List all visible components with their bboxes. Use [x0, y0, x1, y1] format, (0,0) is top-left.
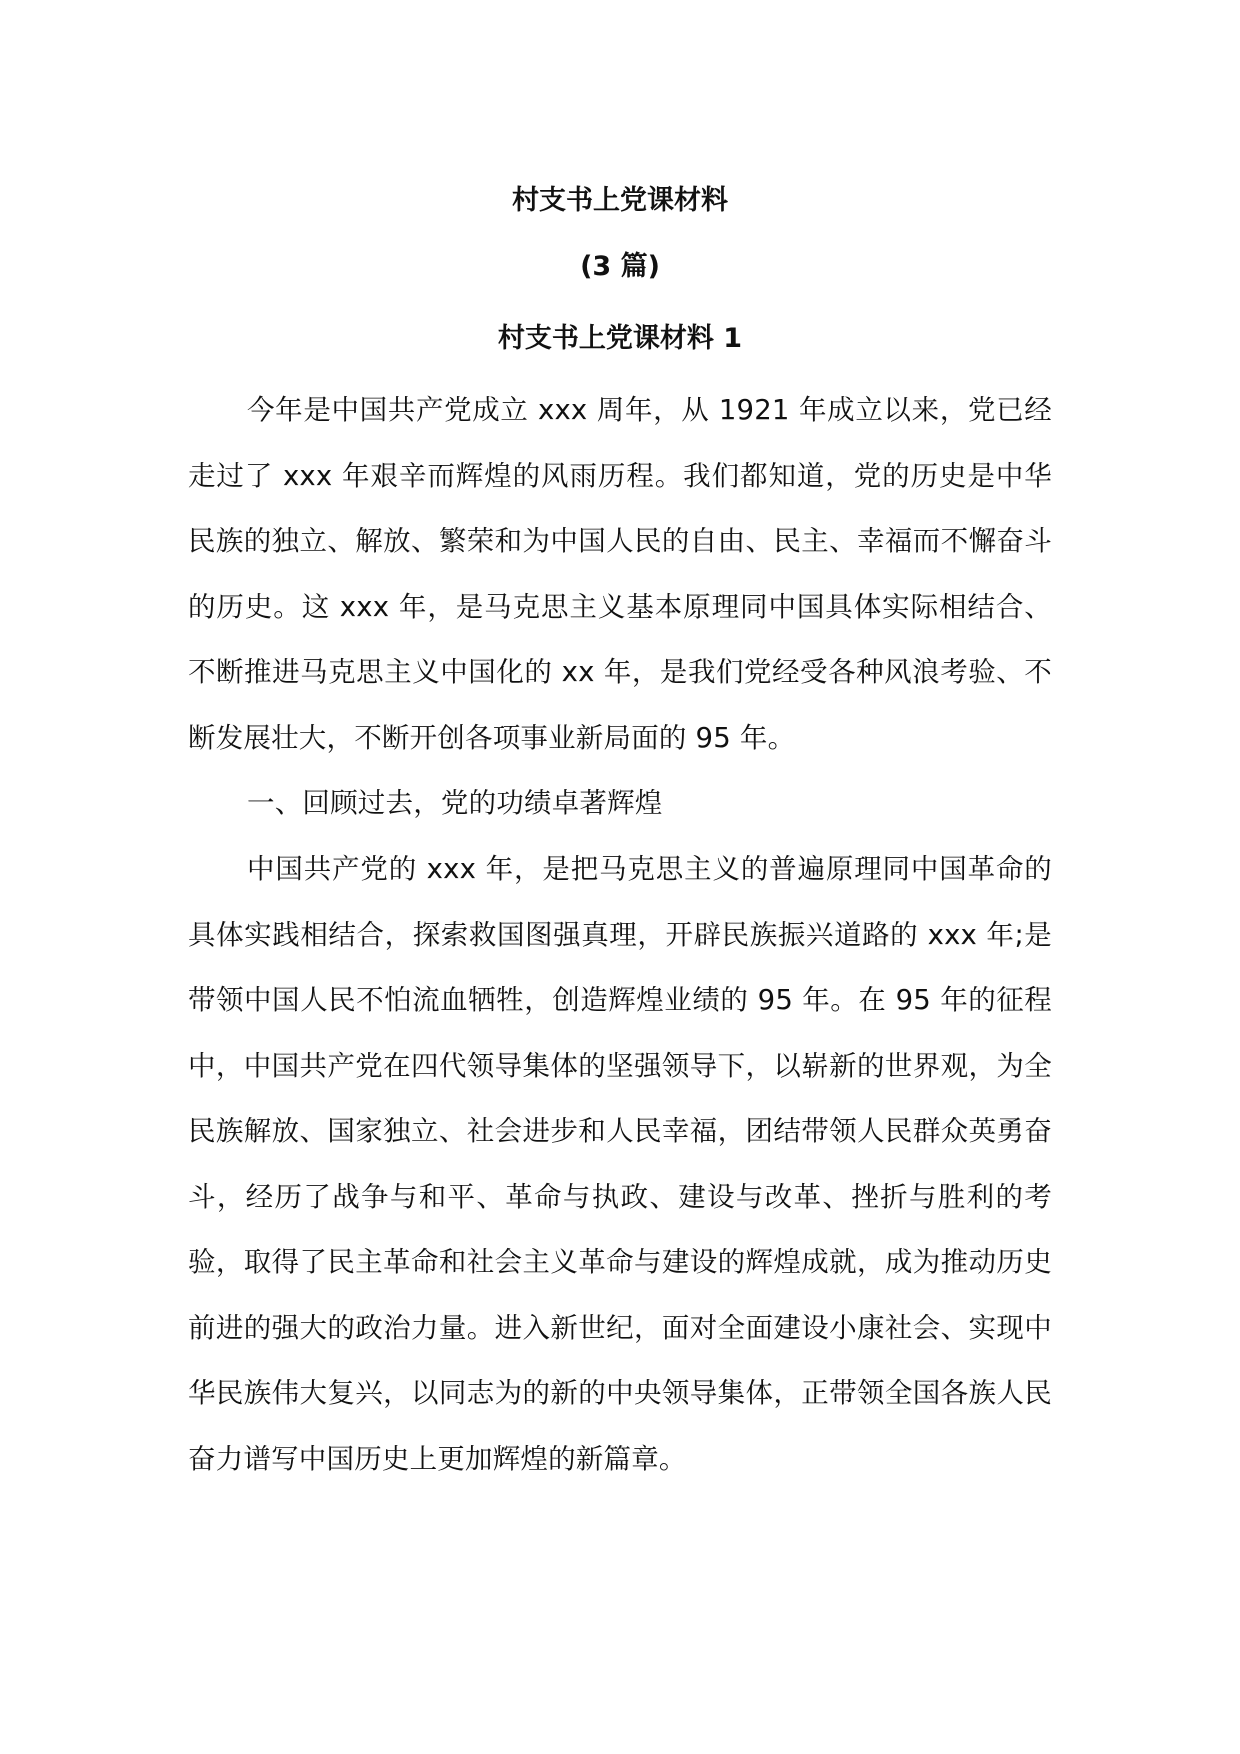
- section-heading: 一、回顾过去，党的功绩卓著辉煌: [247, 787, 663, 819]
- document-subtitle: (3 篇): [580, 251, 660, 282]
- body-paragraph: 中国共产党的 xxx 年，是把马克思主义的普遍原理同中国革命的具体实践相结合，探索救国图强真理，开辟民族振兴道路的 xxx 年;是带领中国人民不怕流血牺牲，创造辉煌业绩的 95 年。在 95 年的征程中，中国共产党在四代领导集体的坚强领导下，以崭新的世界观，为全民族解放、国家独立、社会进步和人民幸福，团结带领人民群众英勇奋斗，经历了战争与和平、革命与执政、建设与改革、挫折与胜利的考验，取得了民主革命和社会主义革命与建设的辉煌成就，成为推动历史前进的强大的政治力量。进入新世纪，面对全面建设小康社会、实现中华民族伟大复兴，以同志为的新的中央领导集体，正带领全国各族人民奋力谱写中国历史上更加辉煌的新篇章。: [188, 853, 1052, 1475]
- section-title: 村支书上党课材料 1: [497, 323, 743, 354]
- body-paragraph: 今年是中国共产党成立 xxx 周年，从 1921 年成立以来，党已经走过了 xxx 年艰辛而辉煌的风雨历程。我们都知道，党的历史是中华民族的独立、解放、繁荣和为中国人民的自由、民主、幸福而不懈奋斗的历史。这 xxx 年，是马克思主义基本原理同中国具体实际相结合、不断推进马克思主义中国化的 xx 年，是我们党经受各种风浪考验、不断发展壮大，不断开创各项事业新局面的 95 年。: [188, 394, 1052, 754]
- document-title: 村支书上党课材料: [512, 185, 728, 216]
